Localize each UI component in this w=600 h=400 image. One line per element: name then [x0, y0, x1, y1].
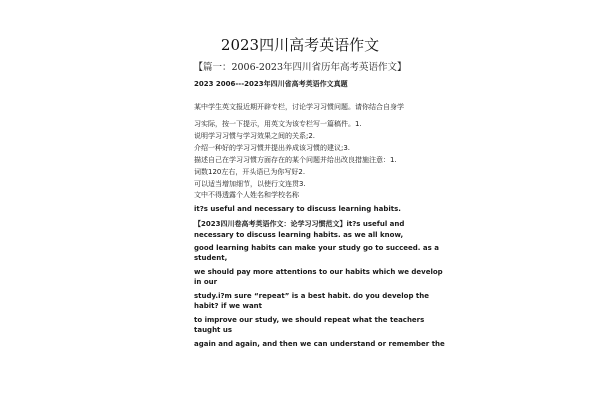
essay-line: necessary to discuss learning habits. as we all know, — [194, 231, 404, 239]
essay-line: 【2023四川卷高考英语作文：论学习习惯范文】it?s useful and — [194, 220, 405, 228]
essay-line: habit? if we want — [194, 302, 263, 310]
essay-line: to improve our study, we should repeat what the teachers — [194, 316, 425, 324]
prompt-line: 介绍一种好的学习习惯并提出养成该习惯的建议;3. — [194, 144, 351, 152]
prompt-line: 说明学习习惯与学习效果之间的关系;2. — [194, 132, 316, 140]
opening-line: it?s useful and necessary to discuss learning habits. — [194, 205, 401, 213]
document-subtitle: 【篇一：2006-2023年四川省历年高考英语作文】 — [193, 62, 407, 73]
prompt-line: 可以适当增加细节，以使行文连贯3. — [194, 180, 306, 188]
essay-line: in our — [194, 278, 218, 286]
prompt-line: 习实际，按一下提示，用英文为该专栏写一篇稿件。1. — [194, 120, 362, 128]
essay-line: good learning habits can make your study go to succeed. as a — [194, 244, 439, 252]
essay-line: again and again, and then we can understand or remember the — [194, 340, 445, 348]
prompt-line: 描述自己在学习习惯方面存在的某个问题并给出改良措施注意：1. — [194, 156, 397, 164]
prompt-line: 词数120左右，开头语已为你写好2. — [194, 168, 306, 176]
essay-line: taught us — [194, 326, 232, 334]
essay-line: we should pay more attentions to our habits which we develop — [194, 268, 443, 276]
section-heading: 2023 2006---2023年四川省高考英语作文真题 — [194, 80, 348, 88]
document-title: 2023四川高考英语作文 — [220, 36, 380, 54]
essay-line: study.i?m sure “repeat” is a best habit. do you develop the — [194, 292, 430, 300]
essay-line: student, — [194, 254, 228, 262]
prompt-line: 文中不得透露个人姓名和学校名称 — [194, 191, 299, 199]
prompt-line: 某中学生英文报近期开辟专栏，讨论学习习惯问题。请你结合自身学 — [194, 103, 404, 111]
